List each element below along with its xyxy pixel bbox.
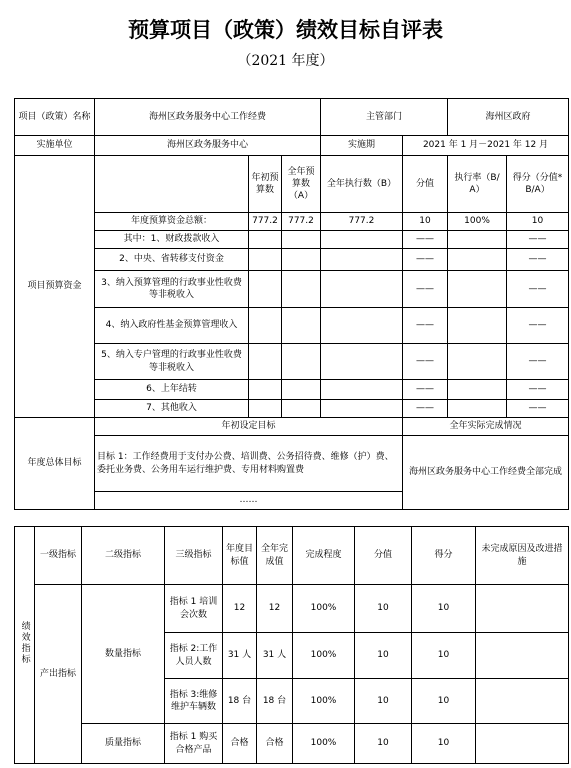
table-row: [15, 724, 569, 764]
dept-value: 海州区政府: [448, 99, 569, 136]
indicator-name: 指标 3:维修维护车辆数: [165, 679, 223, 724]
budget-score: ——: [403, 231, 448, 249]
budget-executed: [321, 380, 403, 400]
page-title: 预算项目（政策）绩效目标自评表: [128, 17, 443, 42]
budget-executed: [321, 231, 403, 249]
indicator-name: 指标 1 购买合格产品: [165, 724, 223, 764]
budget-row-label: 7、其他收入: [95, 400, 249, 418]
budget-annual: [282, 344, 321, 380]
budget-initial: [249, 231, 282, 249]
budget-rate: [448, 308, 507, 344]
period-value: 2021 年 1 月－2021 年 12 月: [403, 136, 569, 156]
indicator-got: 10: [412, 724, 476, 764]
budget-row: [15, 271, 569, 308]
indicator-target: 31 人: [223, 633, 257, 679]
budget-annual: [282, 400, 321, 418]
header-score: 分值: [355, 527, 412, 585]
indicator-got: 10: [412, 633, 476, 679]
goals-set-header: 年初设定目标: [95, 418, 403, 436]
dept-label: 主管部门: [321, 99, 448, 136]
goal-done-text: 海州区政务服务中心工作经费全部完成: [403, 436, 569, 510]
budget-annual: [282, 231, 321, 249]
budget-rate: [448, 271, 507, 308]
budget-annual: 777.2: [282, 213, 321, 231]
budget-row: [15, 400, 569, 418]
indicator-score: 10: [355, 633, 412, 679]
budget-executed: 777.2: [321, 213, 403, 231]
budget-initial: 777.2: [249, 213, 282, 231]
indicators-table: [14, 526, 569, 764]
budget-executed: [321, 400, 403, 418]
indicator-got: 10: [412, 679, 476, 724]
budget-score: ——: [403, 380, 448, 400]
budget-row: [15, 344, 569, 380]
indicator-name: 指标 1 培训会次数: [165, 585, 223, 633]
indicator-target: 12: [223, 585, 257, 633]
budget-got: ——: [507, 344, 569, 380]
indicator-degree: 100%: [293, 679, 355, 724]
indicator-name: 指标 2:工作人员人数: [165, 633, 223, 679]
l2-quantity-label: 数量指标: [82, 585, 165, 724]
header-actual: 全年完成值: [257, 527, 293, 585]
budget-row: [15, 213, 569, 231]
indicator-target: 合格: [223, 724, 257, 764]
project-name-value: 海州区政务服务中心工作经费: [95, 99, 321, 136]
indicator-degree: 100%: [293, 724, 355, 764]
indicator-degree: 100%: [293, 585, 355, 633]
goals-section-label: 年度总体目标: [15, 418, 95, 510]
budget-got: ——: [507, 231, 569, 249]
indicator-actual: 12: [257, 585, 293, 633]
header-l2: 二级指标: [82, 527, 165, 585]
budget-initial: [249, 271, 282, 308]
budget-score: ——: [403, 400, 448, 418]
budget-score: ——: [403, 249, 448, 271]
budget-score: 10: [403, 213, 448, 231]
budget-annual: [282, 249, 321, 271]
budget-row-label: 年度预算资金总额：: [95, 213, 249, 231]
budget-row: [15, 231, 569, 249]
col-rate-header: 执行率（B/A）: [448, 156, 507, 213]
indicators-section-label: 绩效指标: [15, 527, 35, 764]
budget-row: [15, 380, 569, 400]
indicator-reason: [476, 633, 569, 679]
indicator-score: 10: [355, 724, 412, 764]
l1-output-label: 产出指标: [35, 585, 82, 764]
budget-initial: [249, 249, 282, 271]
budget-executed: [321, 308, 403, 344]
header-reason: 未完成原因及改进措施: [476, 527, 569, 585]
budget-row-label: 5、纳入专户管理的行政事业性收费等非税收入: [95, 344, 249, 380]
header-got: 得分: [412, 527, 476, 585]
project-name-label: 项目（政策）名称: [15, 99, 95, 136]
budget-initial: [249, 400, 282, 418]
indicator-reason: [476, 585, 569, 633]
col-annual-header: 全年预算数（A）: [282, 156, 321, 213]
budget-header-blank: [95, 156, 249, 213]
budget-got: ——: [507, 249, 569, 271]
budget-table: [14, 98, 569, 510]
indicator-reason: [476, 679, 569, 724]
indicator-actual: 31 人: [257, 633, 293, 679]
indicator-reason: [476, 724, 569, 764]
budget-initial: [249, 308, 282, 344]
budget-row-label: 其中：1、财政拨款收入: [95, 231, 249, 249]
budget-row-label: 3、纳入预算管理的行政事业性收费等非税收入: [95, 271, 249, 308]
budget-score: ——: [403, 271, 448, 308]
budget-annual: [282, 380, 321, 400]
budget-score: ——: [403, 344, 448, 380]
l2-quality-label: 质量指标: [82, 724, 165, 764]
header-target: 年度目标值: [223, 527, 257, 585]
header-degree: 完成程度: [293, 527, 355, 585]
col-initial-header: 年初预算数: [249, 156, 282, 213]
indicator-degree: 100%: [293, 633, 355, 679]
table-row: [15, 585, 569, 633]
budget-row: [15, 249, 569, 271]
budget-got: ——: [507, 380, 569, 400]
header-l1: 一级指标: [35, 527, 82, 585]
goals-done-header: 全年实际完成情况: [403, 418, 569, 436]
indicator-score: 10: [355, 679, 412, 724]
budget-annual: [282, 271, 321, 308]
unit-value: 海州区政务服务中心: [95, 136, 321, 156]
indicator-score: 10: [355, 585, 412, 633]
budget-row-label: 6、上年结转: [95, 380, 249, 400]
budget-executed: [321, 271, 403, 308]
indicator-got: 10: [412, 585, 476, 633]
goal-ellipsis: ……: [95, 492, 403, 510]
budget-got: 10: [507, 213, 569, 231]
goal-text: 目标 1：工作经费用于支付办公费、培训费、公务招待费、维修（护）费、委托业务费、公务用车运行维护费、专用材料购置费: [95, 436, 403, 492]
indicator-actual: 合格: [257, 724, 293, 764]
budget-row: [15, 308, 569, 344]
budget-initial: [249, 380, 282, 400]
budget-rate: [448, 400, 507, 418]
col-score-header: 分值: [403, 156, 448, 213]
indicator-actual: 18 台: [257, 679, 293, 724]
budget-rate: 100%: [448, 213, 507, 231]
budget-executed: [321, 249, 403, 271]
budget-rate: [448, 344, 507, 380]
budget-got: ——: [507, 308, 569, 344]
unit-label: 实施单位: [15, 136, 95, 156]
col-got-header: 得分（分值*B/A）: [507, 156, 569, 213]
period-label: 实施期: [321, 136, 403, 156]
budget-section-label: 项目预算资金: [15, 156, 95, 418]
budget-rate: [448, 249, 507, 271]
budget-rate: [448, 231, 507, 249]
budget-got: ——: [507, 271, 569, 308]
page-subtitle: （2021 年度）: [237, 53, 334, 69]
budget-initial: [249, 344, 282, 380]
budget-annual: [282, 308, 321, 344]
budget-executed: [321, 344, 403, 380]
budget-row-label: 2、中央、省转移支付资金: [95, 249, 249, 271]
col-executed-header: 全年执行数（B）: [321, 156, 403, 213]
header-l3: 三级指标: [165, 527, 223, 585]
budget-row-label: 4、纳入政府性基金预算管理收入: [95, 308, 249, 344]
budget-got: ——: [507, 400, 569, 418]
budget-rate: [448, 380, 507, 400]
budget-score: ——: [403, 308, 448, 344]
indicator-target: 18 台: [223, 679, 257, 724]
